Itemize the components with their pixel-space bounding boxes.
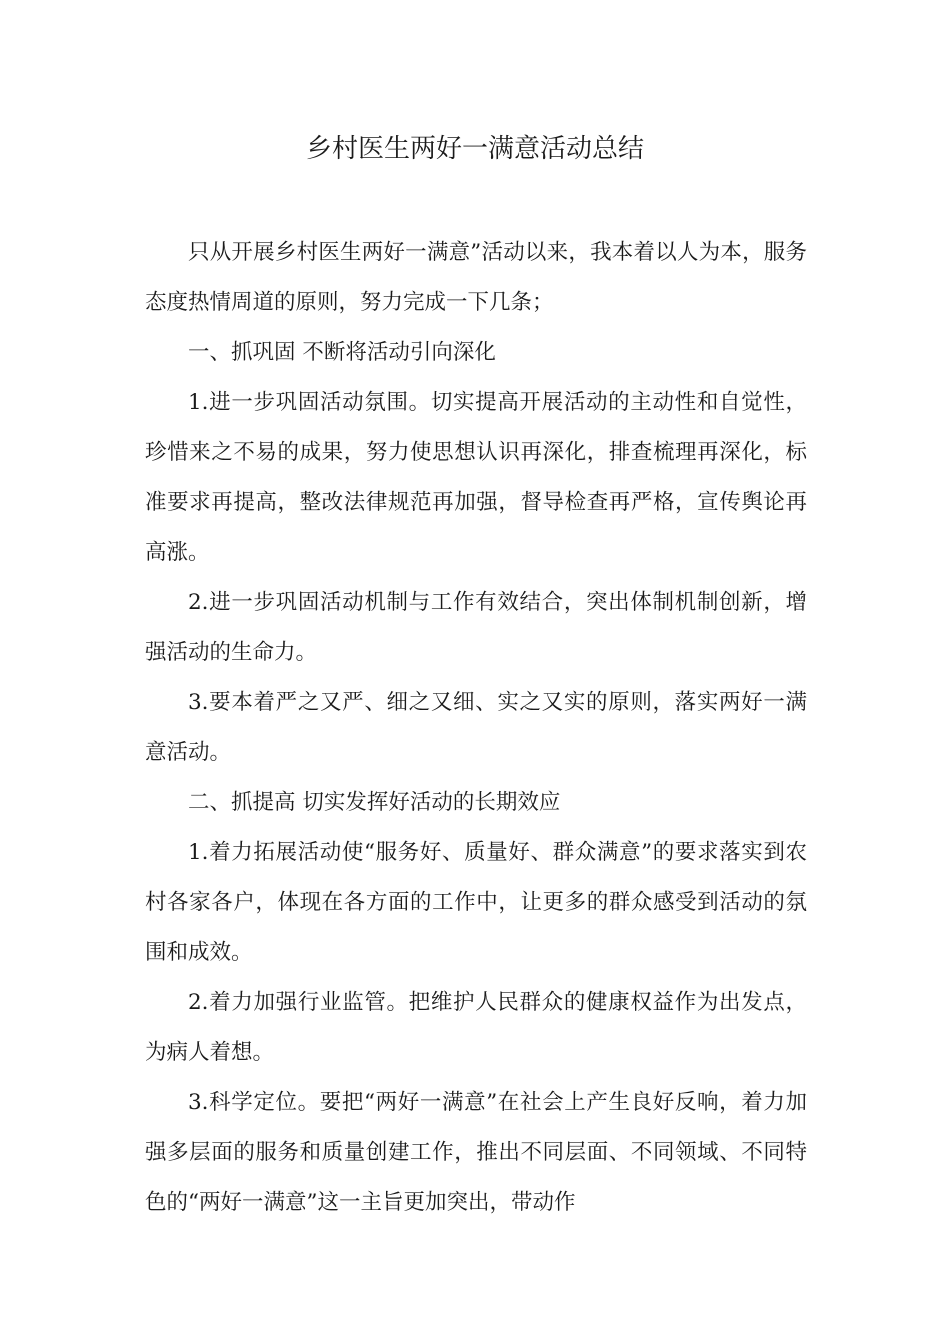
section-heading-1: 一、抓巩固 不断将活动引向深化 — [188, 340, 496, 365]
paragraph-1-3: 3.要本着严之又严、细之又细、实之又实的原则，落实两好一满意活动。 — [145, 690, 807, 765]
paragraph-2-3: 3.科学定位。要把“两好一满意”在社会上产生良好反响，着力加强多层面的服务和质量创建工作，推出不同层面、不同领域、不同特色的“两好一满意”这一主旨更加突出，带动作 — [145, 1090, 807, 1215]
paragraph-2-1: 1.着力拓展活动使“服务好、质量好、群众满意”的要求落实到农村各家各户，体现在各方面的工作中，让更多的群众感受到活动的氛围和成效。 — [145, 840, 807, 965]
section-heading-2: 二、抓提高 切实发挥好活动的长期效应 — [188, 790, 561, 815]
paragraph-intro: 只从开展乡村医生两好一满意”活动以来，我本着以人为本，服务态度热情周道的原则，努力完成一下几条； — [145, 240, 807, 315]
paragraph-1-1: 1.进一步巩固活动氛围。切实提高开展活动的主动性和自觉性，珍惜来之不易的成果，努力使思想认识再深化，排查梳理再深化，标准要求再提高，整改法律规范再加强，督导检查再严格，宣传舆论再高涨。 — [145, 390, 807, 565]
document-title: 乡村医生两好一满意活动总结 — [305, 134, 644, 164]
document-body — [145, 228, 807, 1228]
paragraph-1-2: 2.进一步巩固活动机制与工作有效结合，突出体制机制创新，增强活动的生命力。 — [145, 590, 807, 665]
paragraph-2-2: 2.着力加强行业监管。把维护人民群众的健康权益作为出发点，为病人着想。 — [145, 990, 807, 1065]
